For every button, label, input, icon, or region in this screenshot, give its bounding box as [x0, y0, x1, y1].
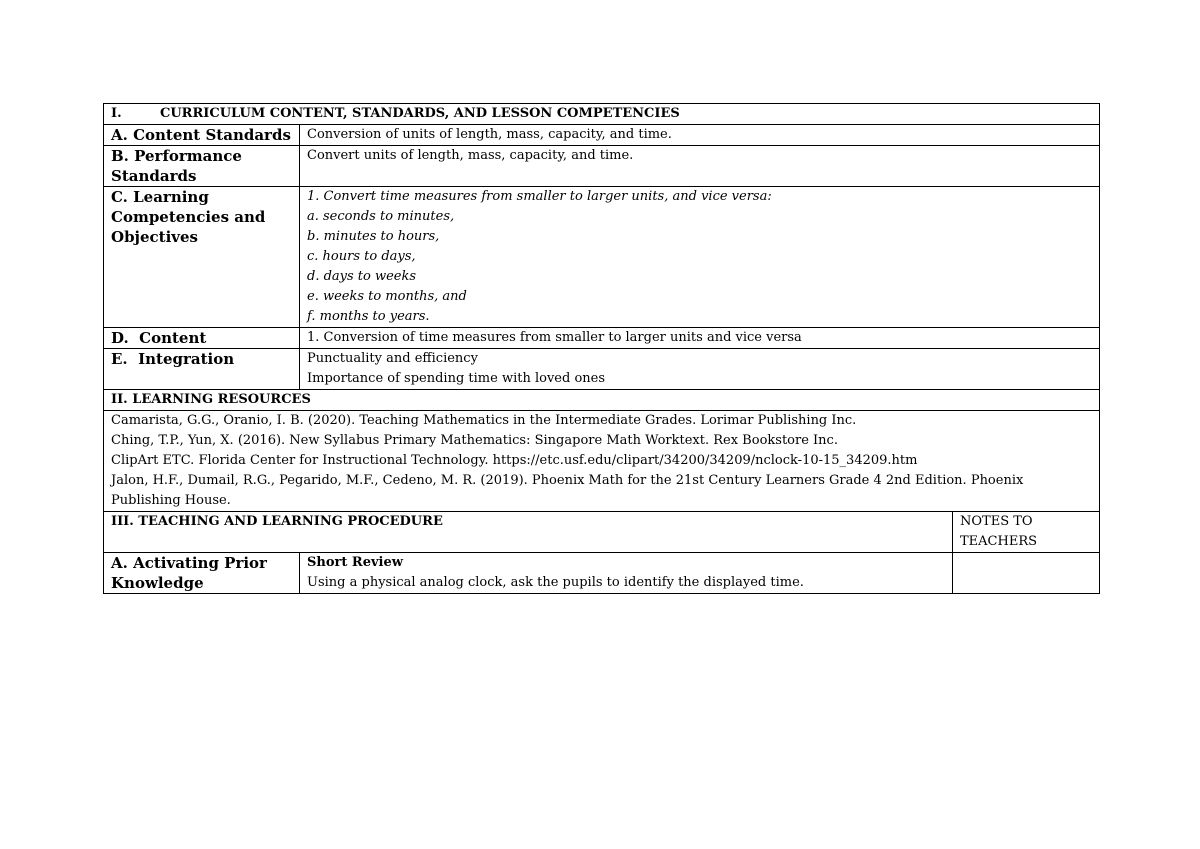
reference-line: Ching, T.P., Yun, X. (2016). New Syllabus Primary Mathematics: Singapore Math Worktext. Rex Bookstore Inc.: [111, 433, 838, 448]
reference-line: Publishing House.: [111, 493, 231, 508]
integration-line: Punctuality and efficiency: [307, 351, 478, 366]
section-3-title: III. TEACHING AND LEARNING PROCEDURE: [104, 512, 953, 553]
content-standards-value: Conversion of units of length, mass, capacity, and time.: [300, 125, 1100, 146]
references-cell: [104, 411, 1100, 512]
activating-prior-knowledge-row: [104, 553, 1100, 594]
learning-competencies-list: [300, 187, 1100, 328]
section-1-number: I.: [111, 106, 122, 121]
content-label: D. Content: [104, 328, 300, 349]
content-standards-label: A. Content Standards: [104, 125, 300, 146]
section-1-title-cell: [104, 104, 1100, 125]
learning-competencies-label: C. Learning Competencies and Objectives: [104, 187, 300, 328]
short-review-text: Using a physical analog clock, ask the pupils to identify the displayed time.: [307, 575, 804, 590]
reference-line: ClipArt ETC. Florida Center for Instructional Technology. https://etc.usf.edu/clipart/34200/34209/nclock-10-15_34209.htm: [111, 453, 918, 468]
notes-to-teachers-header: NOTES TO TEACHERS: [953, 512, 1100, 553]
section-3-header-row: [104, 512, 1100, 553]
competency-line: d. days to weeks: [307, 269, 417, 284]
reference-line: Jalon, H.F., Dumail, R.G., Pegarido, M.F., Cedeno, M. R. (2019). Phoenix Math for the 21st Century Learners Grade 4 2nd Edition. Phoenix: [111, 473, 1024, 488]
competency-line: b. minutes to hours,: [307, 229, 440, 244]
competency-line: e. weeks to months, and: [307, 289, 467, 304]
integration-line: Importance of spending time with loved ones: [307, 371, 606, 386]
references-row: [104, 411, 1100, 512]
content-row: [104, 328, 1100, 349]
performance-standards-label: B. Performance Standards: [104, 146, 300, 187]
integration-values: [300, 349, 1100, 390]
competency-line: c. hours to days,: [307, 249, 416, 264]
section-1-header-row: [104, 104, 1100, 125]
integration-label: E. Integration: [104, 349, 300, 390]
content-value: 1. Conversion of time measures from smaller to larger units and vice versa: [300, 328, 1100, 349]
section-2-title: II. LEARNING RESOURCES: [104, 390, 1100, 411]
activating-prior-knowledge-content: [300, 553, 953, 594]
performance-standards-row: [104, 146, 1100, 187]
short-review-heading: Short Review: [307, 555, 403, 570]
section-1-title: CURRICULUM CONTENT, STANDARDS, AND LESSON COMPETENCIES: [160, 106, 680, 121]
content-standards-row: [104, 125, 1100, 146]
integration-row: [104, 349, 1100, 390]
activating-prior-knowledge-label: A. Activating Prior Knowledge: [104, 553, 300, 594]
learning-competencies-row: [104, 187, 1100, 328]
section-2-header-row: [104, 390, 1100, 411]
competency-line: 1. Convert time measures from smaller to larger units, and vice versa:: [307, 189, 772, 204]
performance-standards-value: Convert units of length, mass, capacity, and time.: [300, 146, 1100, 187]
competency-line: a. seconds to minutes,: [307, 209, 455, 224]
competency-line: f. months to years.: [307, 309, 430, 324]
activating-notes-cell: [953, 553, 1100, 594]
reference-line: Camarista, G.G., Oranio, I. B. (2020). Teaching Mathematics in the Intermediate Grades. Lorimar Publishing Inc.: [111, 413, 857, 428]
lesson-plan-table: [103, 103, 1100, 594]
